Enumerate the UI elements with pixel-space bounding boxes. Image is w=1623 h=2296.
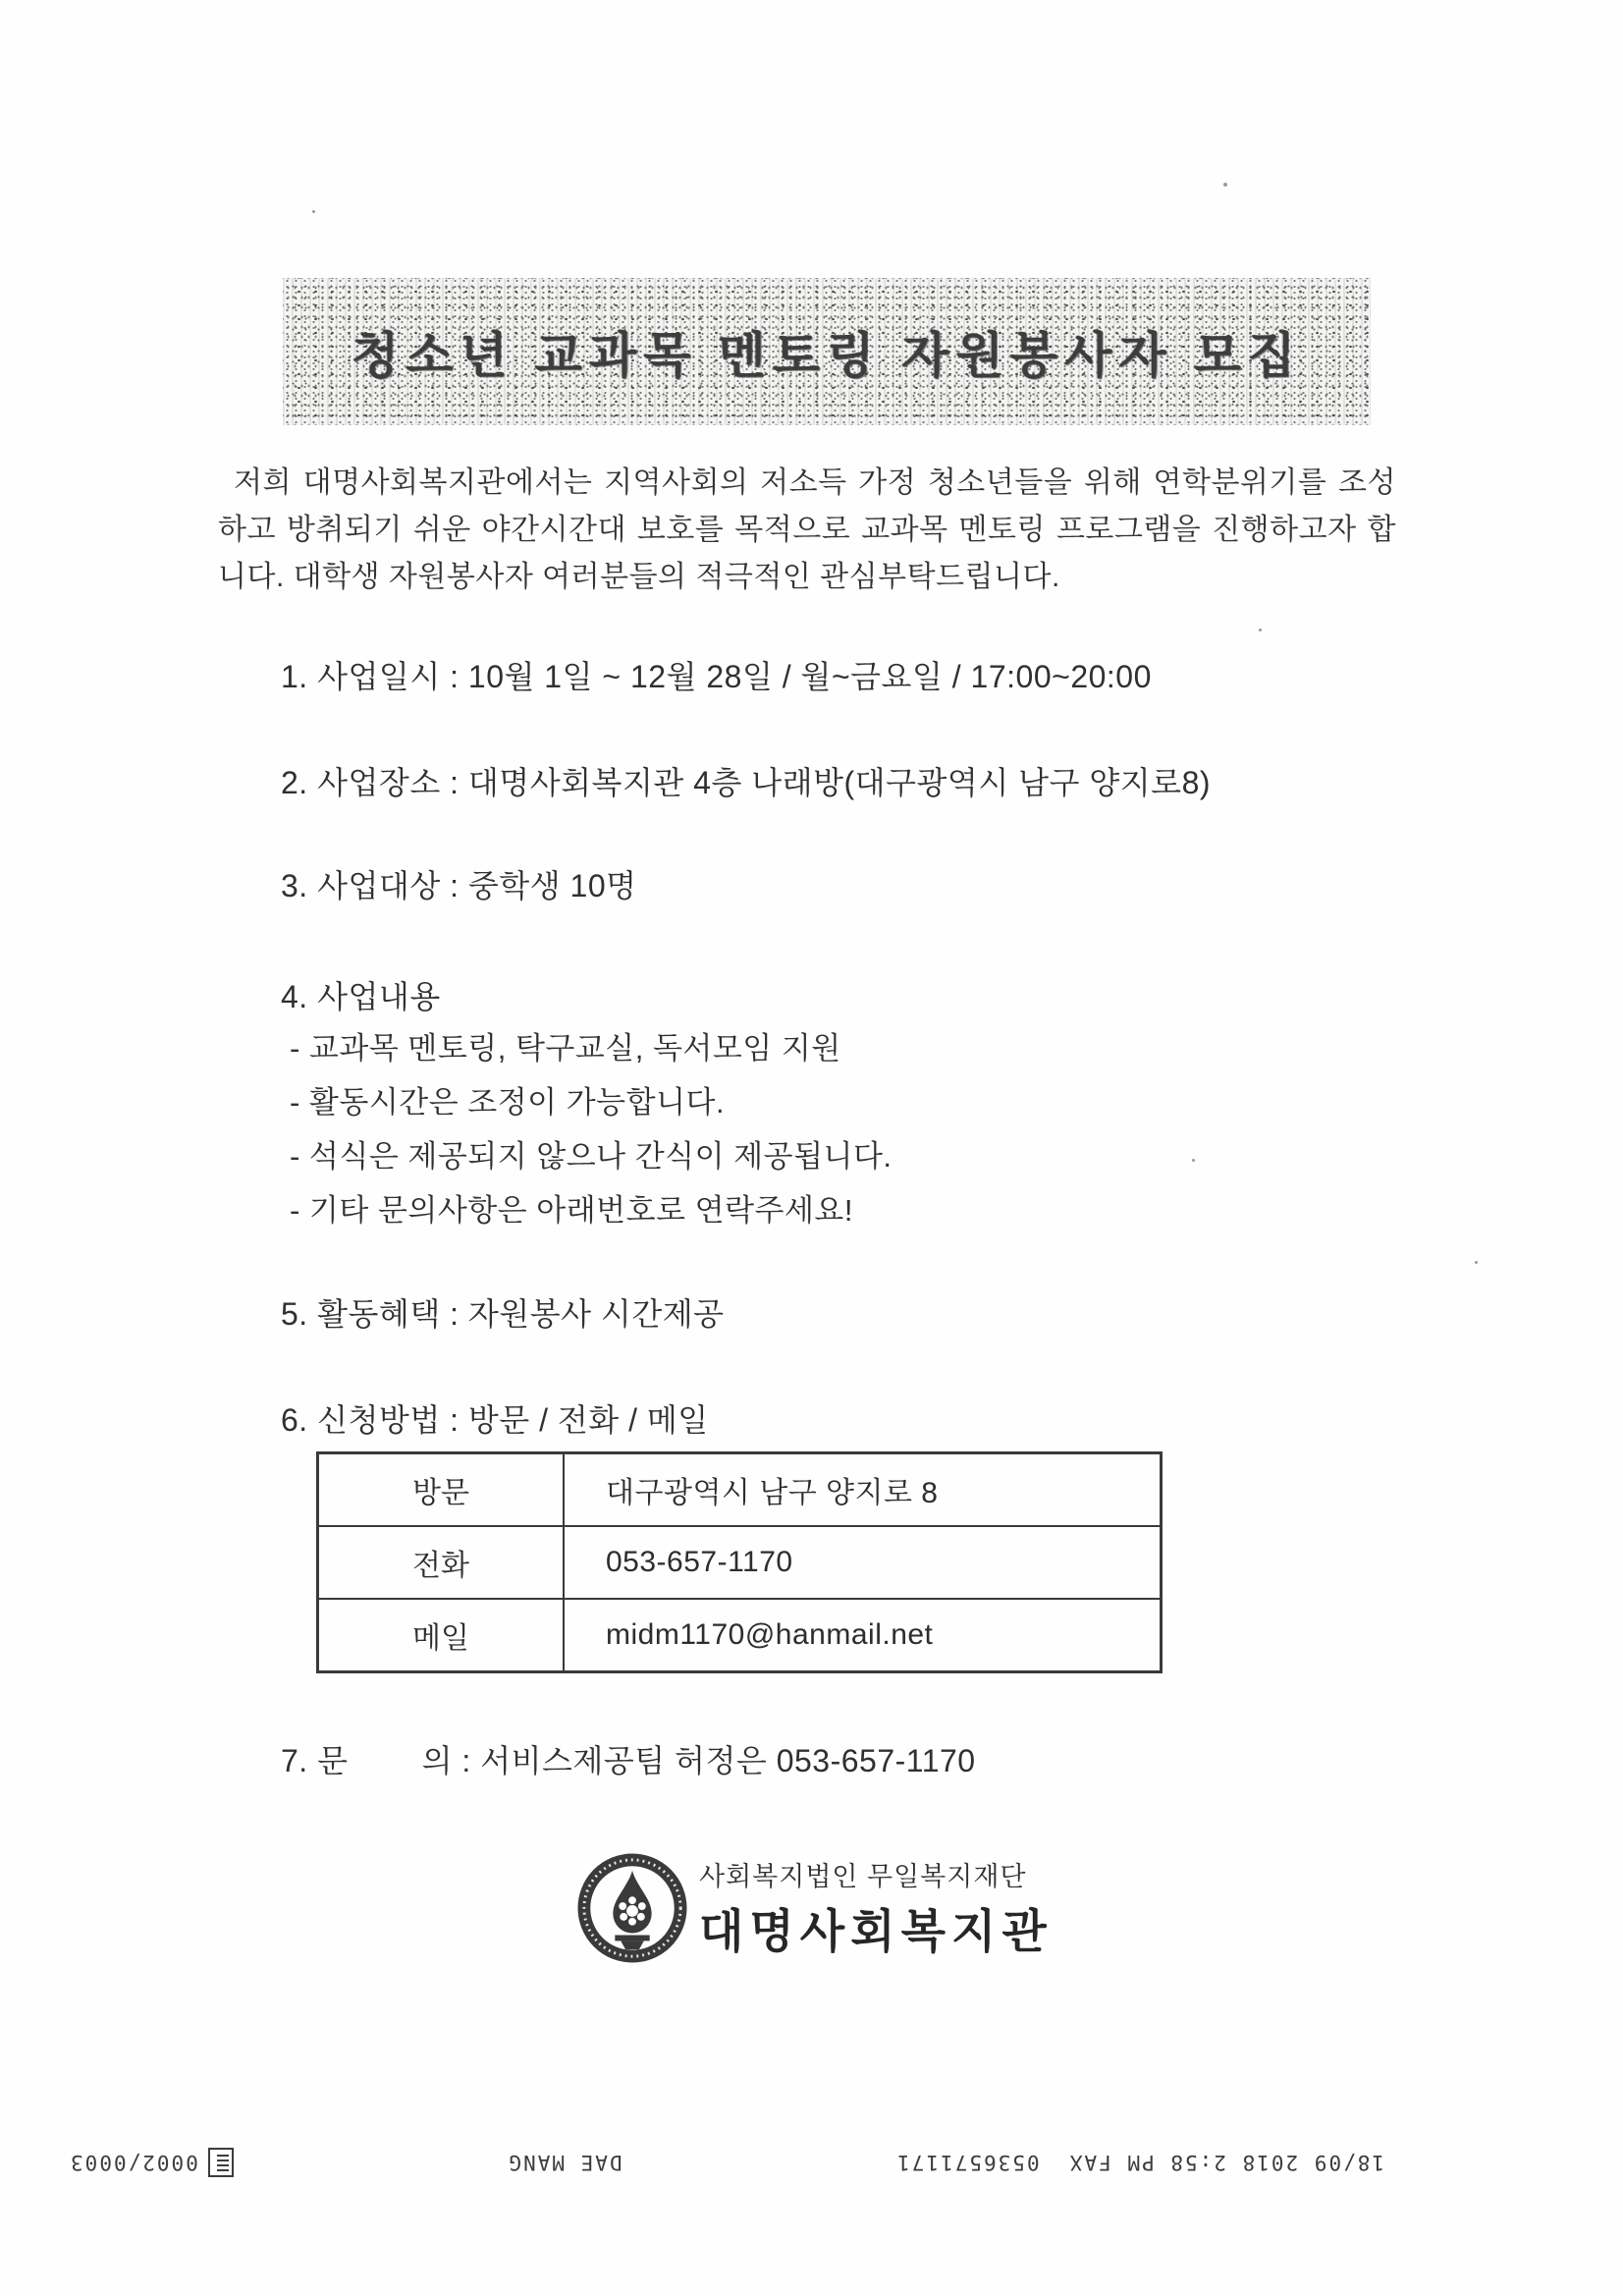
detail-line: - 활동시간은 조정이 가능합니다. xyxy=(290,1085,726,1120)
list-item-location: 2. 사업장소 : 대명사회복지관 4층 나래방(대구광역시 남구 양지로8) xyxy=(281,765,1212,800)
detail-line: - 기타 문의사항은 아래번호로 연락주세요! xyxy=(290,1193,853,1228)
list-item-target: 3. 사업대상 : 중학생 10명 xyxy=(281,868,637,903)
detail-line: - 교과목 멘토링, 탁구교실, 독서모임 지원 xyxy=(290,1031,841,1066)
scan-speck xyxy=(312,210,315,213)
fax-page-group xyxy=(69,2148,234,2177)
list-item-contents: 4. 사업내용 xyxy=(281,979,441,1014)
table-row xyxy=(318,1526,1162,1599)
fax-sender: DAE MANG xyxy=(507,2151,622,2174)
organization-logo xyxy=(577,1846,1088,1969)
scan-speck xyxy=(1223,183,1227,187)
row-value: 053-657-1170 xyxy=(564,1526,1162,1599)
title-banner xyxy=(283,278,1371,425)
document-icon xyxy=(208,2148,234,2177)
row-label: 메일 xyxy=(318,1599,565,1672)
org-name-block xyxy=(699,1855,1053,1961)
row-value: midm1170@hanmail.net xyxy=(564,1599,1162,1672)
intro-paragraph: 저희 대명사회복지관에서는 지역사회의 저소득 가정 청소년들을 위해 연학분위기를 조성하고 방취되기 쉬운 야간시간대 보호를 목적으로 교과목 멘토링 프로그램을 진행하고자 합니다. 대학생 자원봉사자 여러분들의 적극적인 관심부탁드립니다. xyxy=(218,466,1396,593)
org-seal-icon xyxy=(577,1853,687,1963)
org-name-small: 사회복지법인 무일복지재단 xyxy=(699,1861,1027,1891)
list-item-benefit: 5. 활동혜택 : 자원봉사 시간제공 xyxy=(281,1296,725,1332)
fax-timestamp: 18/09 2018 2:58 PM FAX 0536571171 xyxy=(895,2151,1384,2174)
table-row xyxy=(318,1453,1162,1527)
scan-speck xyxy=(1475,1261,1478,1264)
fax-page-counter: 0002/0003 xyxy=(69,2151,198,2174)
page-title: 청소년 교과목 멘토링 자원봉사자 모집 xyxy=(351,328,1303,383)
detail-line: - 석식은 제공되지 않으나 간식이 제공됩니다. xyxy=(290,1139,893,1174)
org-name-large: 대명사회복지관 xyxy=(699,1904,1053,1957)
table-row xyxy=(318,1599,1162,1672)
list-item-apply: 6. 신청방법 : 방문 / 전화 / 메일 xyxy=(281,1402,709,1438)
scan-speck xyxy=(1259,629,1262,631)
fax-footer xyxy=(0,2146,1623,2179)
scan-speck xyxy=(1192,1159,1195,1162)
list-item-inquiry: 7. 문 의 : 서비스제공팀 허정은 053-657-1170 xyxy=(281,1743,976,1778)
list-item-schedule: 1. 사업일시 : 10월 1일 ~ 12월 28일 / 월~금요일 / 17:00~20:00 xyxy=(281,659,1152,694)
row-label: 방문 xyxy=(318,1453,565,1527)
row-label: 전화 xyxy=(318,1526,565,1599)
row-value: 대구광역시 남구 양지로 8 xyxy=(564,1453,1162,1527)
contact-table xyxy=(316,1451,1163,1673)
